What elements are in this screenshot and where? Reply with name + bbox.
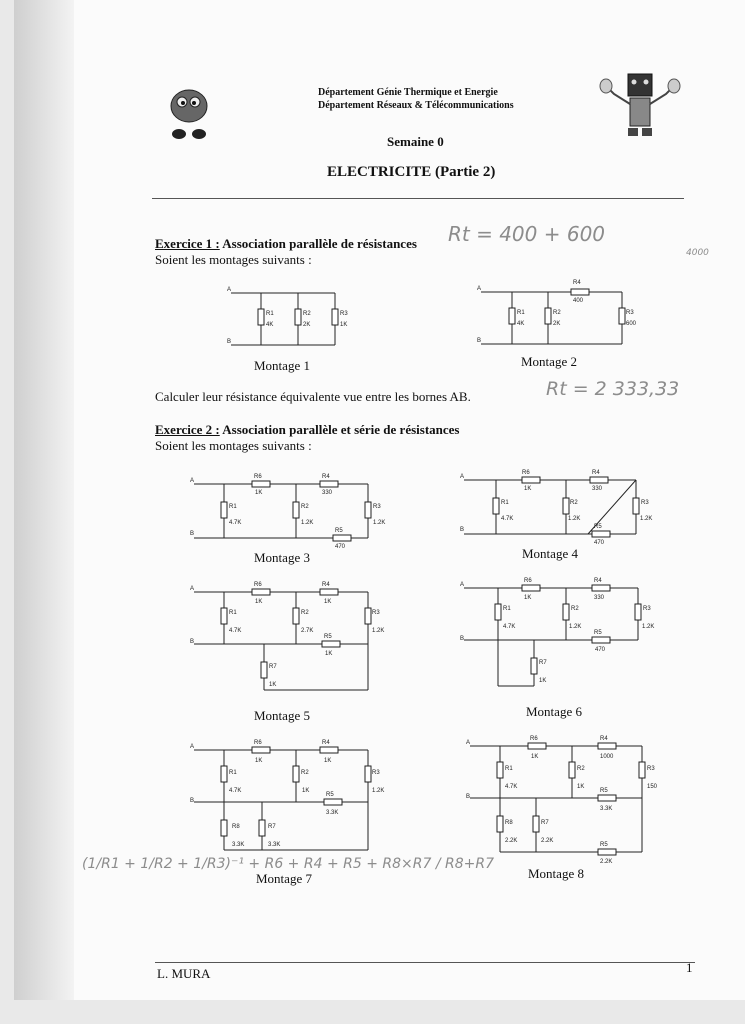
m8-r1-value: 4.7K — [505, 784, 518, 790]
title-rule — [152, 198, 684, 199]
circuit-montage-4 — [458, 468, 658, 546]
m6-r3-label: R3 — [643, 606, 651, 612]
m6-r1-value: 4.7K — [503, 624, 516, 630]
m4-terminal-a: A — [460, 474, 465, 480]
footer-author: L. MURA — [157, 966, 211, 981]
exercise-1-question: Calculer leur résistance équivalente vue entre les bornes AB. — [155, 389, 471, 404]
m7-r7-value: 3.3K — [268, 842, 281, 848]
m2-r4-value: 400 — [573, 298, 584, 304]
ladybug-logo-icon — [165, 86, 215, 142]
m5-r7-label: R7 — [269, 664, 277, 670]
m6-r6-resistor — [522, 585, 540, 591]
m7-r6-value: 1K — [255, 758, 263, 764]
m7-r1-label: R1 — [229, 770, 237, 776]
m2-terminal-b: B — [477, 338, 482, 344]
m1-r1-value: 4K — [266, 322, 274, 328]
m1-r2-value: 2K — [303, 322, 311, 328]
m8-r2-value: 1K — [577, 784, 585, 790]
m8-r5b-label: R5 — [600, 842, 608, 848]
m2-r2-resistor — [545, 308, 551, 324]
m1-r3-value: 1K — [340, 322, 348, 328]
m3-r4-label: R4 — [322, 474, 330, 480]
m6-r2-value: 1.2K — [569, 624, 582, 630]
m6-terminal-a: A — [460, 582, 465, 588]
m4-r1-label: R1 — [501, 500, 509, 506]
m6-r4-resistor — [592, 585, 610, 591]
m6-r1-label: R1 — [503, 606, 511, 612]
circuit-montage-3 — [188, 472, 388, 550]
montage-6-caption: Montage 6 — [526, 704, 582, 719]
m6-r7-value: 1K — [539, 678, 547, 684]
m3-r1-value: 4.7K — [229, 520, 242, 526]
m4-r3-resistor — [633, 498, 639, 514]
montage-5-caption: Montage 5 — [254, 708, 310, 723]
exercise-2-intro: Soient les montages suivants : — [155, 438, 312, 453]
m2-r3-value: 600 — [626, 321, 637, 327]
m4-r5-resistor — [592, 531, 610, 537]
m4-r5-value: 470 — [594, 540, 605, 546]
m7-terminal-a: A — [190, 744, 195, 750]
m8-r5b-value: 2.2K — [600, 859, 613, 865]
m3-r5-label: R5 — [335, 528, 343, 534]
m2-r1-value: 4K — [517, 321, 525, 327]
m5-r1-value: 4.7K — [229, 628, 242, 634]
m5-terminal-a: A — [190, 586, 195, 592]
m7-r1-value: 4.7K — [229, 788, 242, 794]
m7-r7-resistor — [259, 820, 265, 836]
handwritten-formula: (1/R1 + 1/R2 + 1/R3)⁻¹ + R6 + R4 + R5 + R8×R7 / R8+R7 — [82, 856, 495, 872]
m2-r2-value: 2K — [553, 321, 561, 327]
m8-r5-resistor — [598, 795, 616, 801]
m8-r4-resistor — [598, 743, 616, 749]
m5-r3-resistor — [365, 608, 371, 624]
m2-r1-resistor — [509, 308, 515, 324]
m1-r3-resistor — [332, 309, 338, 325]
m2-r4-resistor — [571, 289, 589, 295]
m7-r5-resistor — [324, 799, 342, 805]
exercise-1-label: Exercice 1 : — [155, 236, 220, 251]
robot-logo-icon — [600, 70, 680, 140]
m5-r6-value: 1K — [255, 599, 263, 605]
footer-page-number: 1 — [686, 960, 693, 975]
montage-8-caption: Montage 8 — [528, 866, 584, 881]
m8-r5b-resistor — [598, 849, 616, 855]
circuit-montage-6 — [458, 572, 658, 694]
m2-terminal-a: A — [477, 286, 482, 292]
m8-r7-resistor — [533, 816, 539, 832]
m4-r4-value: 330 — [592, 486, 603, 492]
m6-r7-label: R7 — [539, 660, 547, 666]
m5-r5-resistor — [322, 641, 340, 647]
m7-r8-value: 3.3K — [232, 842, 245, 848]
m8-r7-value: 2.2K — [541, 838, 554, 844]
m8-r2-label: R2 — [577, 766, 585, 772]
m6-r1-resistor — [495, 604, 501, 620]
m1-r2-resistor — [295, 309, 301, 325]
m4-r1-resistor — [493, 498, 499, 514]
m3-terminal-a: A — [190, 478, 195, 484]
m8-r4-value: 1000 — [600, 754, 614, 760]
m8-r1-resistor — [497, 762, 503, 778]
m8-r6-resistor — [528, 743, 546, 749]
m3-r4-resistor — [320, 481, 338, 487]
m8-r8-label: R8 — [505, 820, 513, 826]
m1-r1-resistor — [258, 309, 264, 325]
circuit-montage-2 — [475, 278, 635, 350]
montage-4-caption: Montage 4 — [522, 546, 578, 561]
m1-r1-label: R1 — [266, 311, 274, 317]
m8-terminal-a: A — [466, 740, 471, 746]
m3-r6-value: 1K — [255, 490, 263, 496]
m7-r4-label: R4 — [322, 740, 330, 746]
m3-r5-resistor — [333, 535, 351, 541]
m4-r1-value: 4.7K — [501, 516, 514, 522]
m7-r3-resistor — [365, 766, 371, 782]
m3-r1-resistor — [221, 502, 227, 518]
m6-r3-resistor — [635, 604, 641, 620]
montage-3-caption: Montage 3 — [254, 550, 310, 565]
exercise-1-intro: Soient les montages suivants : — [155, 252, 312, 267]
m2-r3-label: R3 — [626, 310, 634, 316]
page-fold-shadow — [14, 0, 74, 1000]
m7-r5-value: 3.3K — [326, 810, 339, 816]
m8-terminal-b: B — [466, 794, 471, 800]
m3-r5-value: 470 — [335, 544, 346, 550]
dept-line-1: Département Génie Thermique et Energie — [318, 87, 498, 98]
m3-r3-resistor — [365, 502, 371, 518]
m7-r6-resistor — [252, 747, 270, 753]
m5-r5-value: 1K — [325, 651, 333, 657]
m8-r3-label: R3 — [647, 766, 655, 772]
m7-r1-resistor — [221, 766, 227, 782]
m5-r2-label: R2 — [301, 610, 309, 616]
m4-r3-label: R3 — [641, 500, 649, 506]
m8-r4-label: R4 — [600, 736, 608, 742]
exercise-1-heading — [155, 236, 417, 252]
m5-r3-label: R3 — [372, 610, 380, 616]
m4-r2-resistor — [563, 498, 569, 514]
handwritten-note-1b: 4000 — [686, 248, 709, 258]
m4-r6-value: 1K — [524, 486, 532, 492]
m6-r6-label: R6 — [524, 578, 532, 584]
m8-r8-resistor — [497, 816, 503, 832]
m3-r3-value: 1.2K — [373, 520, 386, 526]
circuit-montage-1 — [225, 285, 365, 350]
m7-r7-label: R7 — [268, 824, 276, 830]
m5-r1-resistor — [221, 608, 227, 624]
m7-r6-label: R6 — [254, 740, 262, 746]
m1-terminal-b: B — [227, 339, 232, 345]
m7-r2-label: R2 — [301, 770, 309, 776]
m7-r2-resistor — [293, 766, 299, 782]
m6-r5-value: 470 — [595, 647, 606, 653]
m8-r8-value: 2.2K — [505, 838, 518, 844]
m6-r6-value: 1K — [524, 595, 532, 601]
m6-terminal-b: B — [460, 636, 465, 642]
m7-terminal-b: B — [190, 798, 195, 804]
m4-r4-label: R4 — [592, 470, 600, 476]
week-label: Semaine 0 — [387, 134, 444, 149]
m5-r2-value: 2.7K — [301, 628, 314, 634]
m4-r5-label: R5 — [594, 524, 602, 530]
m7-r4-value: 1K — [324, 758, 332, 764]
montage-7-caption: Montage 7 — [256, 871, 312, 886]
m3-terminal-b: B — [190, 531, 195, 537]
m8-r2-resistor — [569, 762, 575, 778]
m8-r1-label: R1 — [505, 766, 513, 772]
m4-r2-label: R2 — [570, 500, 578, 506]
m4-r4-resistor — [590, 477, 608, 483]
m6-r4-value: 330 — [594, 595, 605, 601]
m3-r6-resistor — [252, 481, 270, 487]
m1-r3-label: R3 — [340, 311, 348, 317]
footer-rule — [155, 962, 695, 963]
dept-line-2: Département Réseaux & Télécommunications — [318, 100, 514, 111]
m7-r2-value: 1K — [302, 788, 310, 794]
m6-r5-label: R5 — [594, 630, 602, 636]
m8-r6-label: R6 — [530, 736, 538, 742]
m5-r6-resistor — [252, 589, 270, 595]
m7-r5-label: R5 — [326, 792, 334, 798]
m5-r2-resistor — [293, 608, 299, 624]
m4-r6-resistor — [522, 477, 540, 483]
m3-r2-label: R2 — [301, 504, 309, 510]
exercise-2-label: Exercice 2 : — [155, 422, 220, 437]
m3-r4-value: 330 — [322, 490, 333, 496]
m7-r8-resistor — [221, 820, 227, 836]
m3-r6-label: R6 — [254, 474, 262, 480]
m8-r3-resistor — [639, 762, 645, 778]
m2-r4-label: R4 — [573, 280, 581, 286]
m4-r6-label: R6 — [522, 470, 530, 476]
m6-r5-resistor — [592, 637, 610, 643]
handwritten-note-2: Rt = 2 333,33 — [546, 378, 680, 400]
m6-r2-label: R2 — [571, 606, 579, 612]
exercise-1-title: Association parallèle de résistances — [222, 236, 417, 251]
m4-r2-value: 1.2K — [568, 516, 581, 522]
m6-r3-value: 1.2K — [642, 624, 655, 630]
m6-r7-resistor — [531, 658, 537, 674]
m5-r5-label: R5 — [324, 634, 332, 640]
m5-r6-label: R6 — [254, 582, 262, 588]
m2-r2-label: R2 — [553, 310, 561, 316]
m6-r4-label: R4 — [594, 578, 602, 584]
exercise-2-title: Association parallèle et série de résistances — [222, 422, 460, 437]
m6-r2-resistor — [563, 604, 569, 620]
m3-r2-value: 1.2K — [301, 520, 314, 526]
handwritten-note-1: Rt = 400 + 600 — [448, 222, 606, 246]
circuit-montage-5 — [188, 578, 388, 700]
montage-2-caption: Montage 2 — [521, 354, 577, 369]
m3-r3-label: R3 — [373, 504, 381, 510]
m5-r4-label: R4 — [322, 582, 330, 588]
m7-r8-label: R8 — [232, 824, 240, 830]
page-title: ELECTRICITE (Partie 2) — [327, 164, 496, 180]
m1-terminal-a: A — [227, 287, 232, 293]
circuit-montage-7 — [188, 734, 388, 856]
m5-r1-label: R1 — [229, 610, 237, 616]
circuit-montage-8 — [464, 730, 664, 865]
m2-r3-resistor — [619, 308, 625, 324]
m8-r7-label: R7 — [541, 820, 549, 826]
m8-r5-value: 3.3K — [600, 806, 613, 812]
m4-r3-value: 1.2K — [640, 516, 653, 522]
m5-r7-resistor — [261, 662, 267, 678]
montage-1-caption: Montage 1 — [254, 358, 310, 373]
m5-r4-resistor — [320, 589, 338, 595]
m5-r4-value: 1K — [324, 599, 332, 605]
m8-r6-value: 1K — [531, 754, 539, 760]
m5-terminal-b: B — [190, 639, 195, 645]
m7-r3-label: R3 — [372, 770, 380, 776]
m8-r3-value: 150 — [647, 784, 658, 790]
m7-r3-value: 1.2K — [372, 788, 385, 794]
m8-r5-label: R5 — [600, 788, 608, 794]
m3-r1-label: R1 — [229, 504, 237, 510]
m1-r2-label: R2 — [303, 311, 311, 317]
m2-r1-label: R1 — [517, 310, 525, 316]
m4-terminal-b: B — [460, 527, 465, 533]
m3-r2-resistor — [293, 502, 299, 518]
m5-r3-value: 1.2K — [372, 628, 385, 634]
exercise-2-heading — [155, 422, 459, 438]
m7-r4-resistor — [320, 747, 338, 753]
m5-r7-value: 1K — [269, 682, 277, 688]
